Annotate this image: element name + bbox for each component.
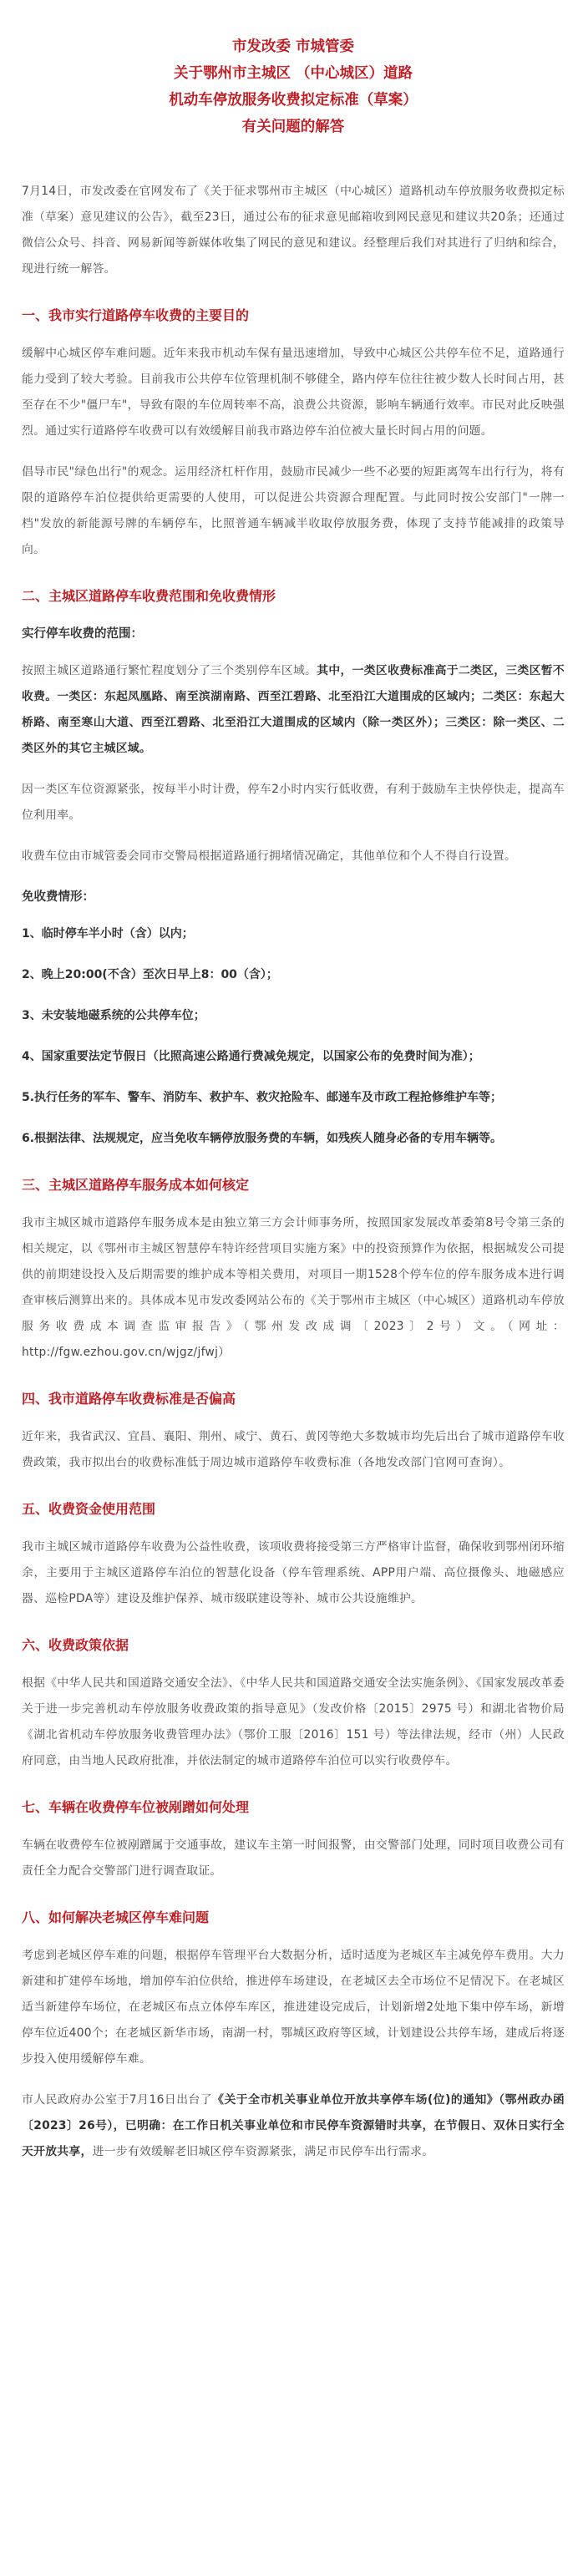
exemption-item: 4、国家重要法定节假日（比照高速公路通行费减免规定，以国家公布的免费时间为准）； bbox=[22, 1050, 480, 1063]
exemption-item: 6.根据法律、法规规定，应当免收车辆停放服务费的车辆，如残疾人随身必备的专用车辆等。 bbox=[22, 1132, 503, 1145]
section-3-title: 三、主城区道路停车服务成本如何核定 bbox=[22, 1177, 250, 1193]
zone-intro-text: 按照主城区道路通行繁忙程度划分了三个类别停车区域。 bbox=[22, 664, 317, 677]
exemption-item: 1、临时停车半小时（含）以内； bbox=[22, 927, 194, 941]
section-4-paragraph-1: 近年来，我省武汉、宜昌、襄阳、荆州、咸宁、黄石、黄冈等绝大多数城市均先后出台了城市道路停车收费政策，我市拟出台的收费标准低于周边城市道路停车收费标准（各地发改部门官网可查询）。 bbox=[22, 1430, 565, 1469]
section-1-paragraph-2: 倡导市民"绿色出行"的观念。运用经济杠杆作用，鼓励市民减少一些不必要的短距离驾车出行行为，将有限的道路停车泊位提供给更需要的人使用，可以促进公共资源合理配置。与此同时按公安部门"一牌一档"发放的新能源号牌的车辆停车，比照普通车辆减半收取停放服务费，体现了支持节能减排的政策导向。 bbox=[22, 465, 565, 556]
notice-bold-text: 《关于全市机关事业单位开放共享停车场(位)的通知》（鄂州政办函〔2023〕26号），已明确：在工作日机关事业单位和市民停车资源错时共享，在节假日、双休日实行全天开放共享， bbox=[22, 2093, 565, 2158]
header-line-1: 市发改委 市城管委 bbox=[231, 38, 355, 55]
section-2-paragraph-2: 因一类区车位资源紧张，按每半小时计费，停车2小时内实行低收费，有利于鼓励车主快停快走，提高车位利用率。 bbox=[22, 783, 565, 822]
section-6-paragraph-1: 根据《中华人民共和国道路交通安全法》、《中华人民共和国道路交通安全法实施条例》、《国家发展改革委关于进一步完善机动车停放服务收费政策的指导意见》（发改价格〔2015〕2975 号）和湖北省物价局《湖北省机动车停放服务收费管理办法》（鄂价工服〔2016〕151 号）等法律法规，经市（州）人民政府同意，由当地人民政府批准，并依法制定的城市道路停车泊位可以实行收费停车。 bbox=[22, 1676, 565, 1767]
section-6-title: 六、收费政策依据 bbox=[22, 1637, 129, 1653]
header-line-4: 有关问题的解答 bbox=[241, 119, 345, 135]
section-2-paragraph-3: 收费车位由市城管委会同市交警局根据道路通行拥堵情况确定，其他单位和个人不得自行设置。 bbox=[22, 849, 517, 863]
section-2-subtitle-exemptions: 免收费情形： bbox=[22, 890, 94, 904]
section-1-title: 一、我市实行道路停车收费的主要目的 bbox=[22, 307, 250, 323]
section-3-paragraph-1: 我市主城区城市道路停车服务成本是由独立第三方会计师事务所，按照国家发展改革委第8号令第三条的相关规定，以《鄂州市主城区智慧停车特许经营项目实施方案》中的投资预算作为依据，根据城发公司提供的前期建设投入及后期需要的维护成本等相关费用，对项目一期1528个停车位的停车服务成本进行调查审核后测算出来的。具体成本见市发改委网站公布的《关于鄂州市主城区（中心城区）道路机动车停放服务收费成本调查监审报告》（鄂州发改成调〔2023〕2号）文。（网址：http://fgw.ezhou.gov.cn/wjgz/jfwj） bbox=[22, 1216, 565, 1359]
section-4-title: 四、我市道路停车收费标准是否偏高 bbox=[22, 1391, 236, 1407]
exemption-list bbox=[22, 921, 565, 1152]
exemption-item: 3、未安装地磁系统的公共停车位； bbox=[22, 1009, 205, 1022]
section-7-title: 七、车辆在收费停车位被剐蹭如何处理 bbox=[22, 1799, 250, 1815]
section-8-paragraph-2 bbox=[22, 2087, 565, 2165]
section-2-paragraph-1 bbox=[22, 658, 565, 762]
section-5-title: 五、收费资金使用范围 bbox=[22, 1501, 156, 1517]
section-2-subtitle-scope: 实行停车收费的范围： bbox=[22, 627, 143, 641]
article-header bbox=[22, 33, 565, 140]
section-8-title: 八、如何解决老城区停车难问题 bbox=[22, 1909, 210, 1925]
exemption-item: 2、晚上20:00(不含）至次日早上8：00（含）； bbox=[22, 968, 278, 981]
notice-closing-text: 进一步有效缓解老旧城区停车资源紧张，满足市民停车出行需求。 bbox=[92, 2145, 434, 2158]
section-7-paragraph-1: 车辆在收费停车位被剐蹭属于交通事故，建议车主第一时间报警，由交警部门处理，同时项目收费公司有责任全力配合交警部门进行调查取证。 bbox=[22, 1838, 565, 1878]
exemption-item: 5.执行任务的军车、警车、消防车、救护车、救灾抢险车、邮递车及市政工程抢修维护车等； bbox=[22, 1091, 503, 1104]
notice-intro-text: 市人民政府办公室于7月16日出台了 bbox=[22, 2093, 213, 2107]
section-1-paragraph-1: 缓解中心城区停车难问题。近年来我市机动车保有量迅速增加，导致中心城区公共停车位不足，道路通行能力受到了较大考验。目前我市公共停车位管理机制不够健全，路内停车位往往被少数人长时间占用，甚至存在不少"僵尸车"，导致有限的车位周转率不高，浪费公共资源，影响车辆通行效率。市民对此反映强烈。通过实行道路停车收费可以有效缓解目前我市路边停车泊位被大量长时间占用的问题。 bbox=[22, 347, 565, 438]
section-8-paragraph-1: 考虑到老城区停车难的问题，根据停车管理平台大数据分析，适时适度为老城区车主减免停车费用。大力新建和扩建停车场地，增加停车泊位供给，推进停车场建设，在老城区去全市场位不足情况下。在老城区适当新建停车场位，在老城区布点立体停车库区，推进建设完成后，计划新增2处地下集中停车场，新增停车位近400个；在老城区新华市场，南湖一村，鄂城区政府等区域，计划建设公共停车场，建成后将逐步投入使用缓解停车难。 bbox=[22, 1949, 565, 2066]
intro-paragraph: 7月14日，市发改委在官网发布了《关于征求鄂州市主城区（中心城区）道路机动车停放服务收费拟定标准（草案）意见建议的公告》，截至23日，通过公布的征求意见邮箱收到网民意见和建议共20条；还通过微信公众号、抖音、网易新闻等新媒体收集了网民的意见和建议。经整理后我们对其进行了归纳和综合，现进行统一解答。 bbox=[22, 185, 565, 276]
section-2-title: 二、主城区道路停车收费范围和免收费情形 bbox=[22, 588, 276, 604]
header-line-3: 机动车停放服务收费拟定标准（草案） bbox=[169, 92, 418, 109]
zone-definition-text: 其中，一类区收费标准高于二类区，三类区暂不收费。一类区：东起凤凰路、南至滨湖南路、西至江碧路、北至沿江大道围成的区域内；二类区：东起大桥路、南至寒山大道、西至江碧路、北至沿江大道围成的区域内（除一类区外）；三类区：除一类区、二类区外的其它主城区域。 bbox=[22, 664, 565, 755]
section-5-paragraph-1: 我市主城区城市道路停车收费为公益性收费，该项收费将接受第三方严格审计监督，确保收到鄂州闭环缩余，主要用于主城区道路停车泊位的智慧化设备（停车管理系统、APP用户端、高位摄像头、地磁感应器、巡检PDA等）建设及维护保养、城市级联建设等补、城市公共设施维护。 bbox=[22, 1540, 565, 1605]
header-line-2: 关于鄂州市主城区 （中心城区）道路 bbox=[173, 65, 413, 82]
